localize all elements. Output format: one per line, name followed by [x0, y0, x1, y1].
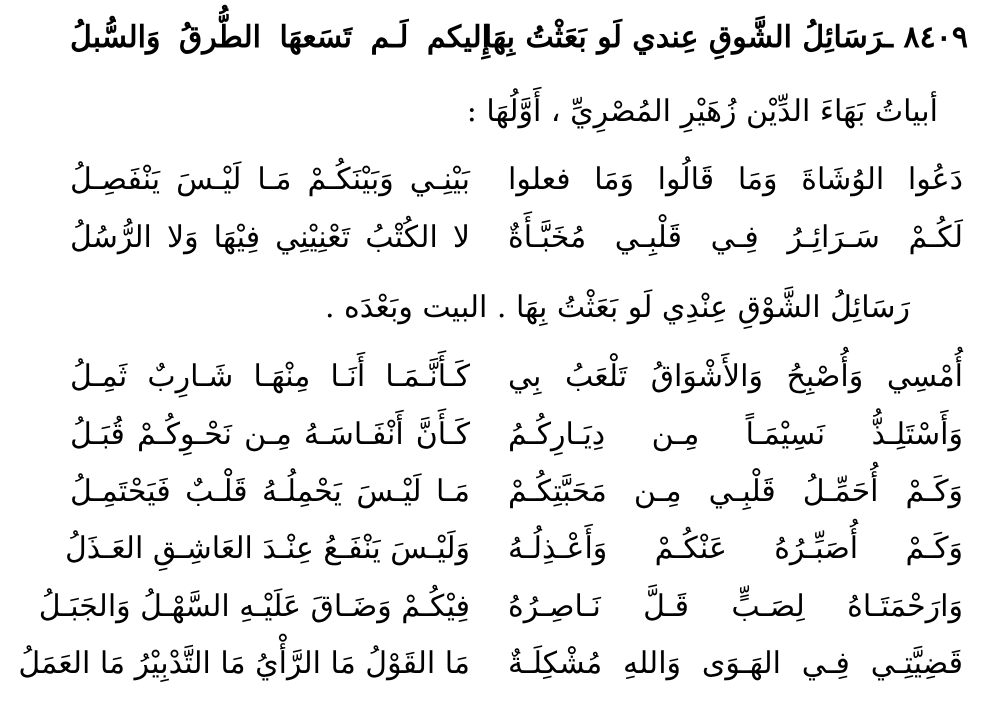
verse-first-hemistich: قَضِيَّتِـي فِـي الهَـوَى وَاللهِ مُشْكِلَـةٌ — [508, 646, 963, 681]
verse-row — [70, 347, 963, 407]
verse-first-hemistich: دَعُوا الوُشَاةَ وَمَا قَالُوا وَمَا فعلوا — [508, 162, 963, 197]
entry-heading — [70, 8, 968, 68]
verse-second-hemistich: مَـا لَيْـسَ يَحْمِلُـهُ قَلْـبٌ فَيَحْتَمِـلُ — [70, 474, 470, 509]
entry-number: ٨٤٠٩ — [903, 20, 968, 55]
verse-first-hemistich: لَكُـمْ سَـرَائِـرُ فِـي قَلْبِـي مُخَبَّـأَةٌ — [508, 220, 963, 255]
entry-dash: ـ — [884, 20, 894, 55]
verse-second-hemistich: مَا القَوْلُ مَا الرَّأْيُ مَا التَّدْبِيْرُ مَا العَمَلُ — [18, 646, 470, 681]
entry-second-hemistich: إِليكم لَـم تَسَعهَا الطُّرقُ وَالسُّبلُ — [70, 20, 490, 55]
verse-second-hemistich: لا الكُتْبُ تَعْنِيْنِي فِيْهَا وَلا الرُّسُلُ — [70, 220, 470, 255]
verse-second-hemistich: فِيْكُـمْ وَضَـاقَ عَلَيْـهِ السَّهْـلُ وَالجَبَـلُ — [38, 589, 470, 624]
verse-first-hemistich: أُمْسِي وَأُصْبِحُ وَالأَشْوَاقُ تَلْعَبُ بِي — [508, 359, 963, 394]
verse-row — [70, 405, 963, 465]
verse-row — [38, 577, 963, 637]
reference-line: رَسَائِلُ الشَّوْقِ عِنْدِي لَو بَعَثْتُ بِهَا . البيت وبَعْدَه . — [324, 290, 910, 325]
verse-row — [70, 150, 963, 210]
verse-second-hemistich: كَـأَنَّ أَنْفَـاسَـهُ مِـن نَحْـوِكُـمْ قُبَـلُ — [70, 417, 470, 452]
entry-first-text: رَسَائِلُ الشَّوقِ عِندي لَو بَعَثْتُ بِهَا — [483, 20, 885, 55]
verse-first-hemistich: وَكَـمْ أُحَمِّـلُ قَلْبِـي مِـن مَحَبَّتِكُـمْ — [508, 474, 963, 509]
verse-second-hemistich: بَيْنِـي وَبَيْنَكُـمْ مَـا لَيْـسَ يَنْفَصِـلُ — [70, 162, 470, 197]
verse-row — [65, 519, 963, 579]
verse-row — [70, 462, 963, 522]
verse-first-hemistich: وَارَحْمَتَـاهُ لِصَـبٍّ قَـلَّ نَـاصِـرُهُ — [508, 589, 963, 624]
intro-line: أبياتُ بَهَاءَ الدِّيْن زُهَيْرِ المُصْرِيِّ ، أَوَّلُهَا : — [466, 94, 938, 129]
verse-second-hemistich: وَلَيْـسَ يَنْفَـعُ عِنْـدَ العَاشِـقِ العَـذَلُ — [65, 531, 470, 566]
verse-second-hemistich: كَـأَنَّـمَـا أَنَـا مِنْهَـا شَـارِبٌ ثَمِـلُ — [70, 359, 470, 394]
verse-row — [18, 634, 963, 694]
verse-first-hemistich: وَكَـمْ أُصَبِّـرُهُ عَنْكُـمْ وَأَعْـذِلُـهُ — [508, 531, 963, 566]
entry-first-hemistich — [483, 17, 968, 59]
verse-first-hemistich: وَأَسْتَلِـذُّ نَسِيْمَـاً مِـن دِيَـارِكُـمُ — [508, 417, 963, 452]
verse-row — [70, 208, 963, 268]
